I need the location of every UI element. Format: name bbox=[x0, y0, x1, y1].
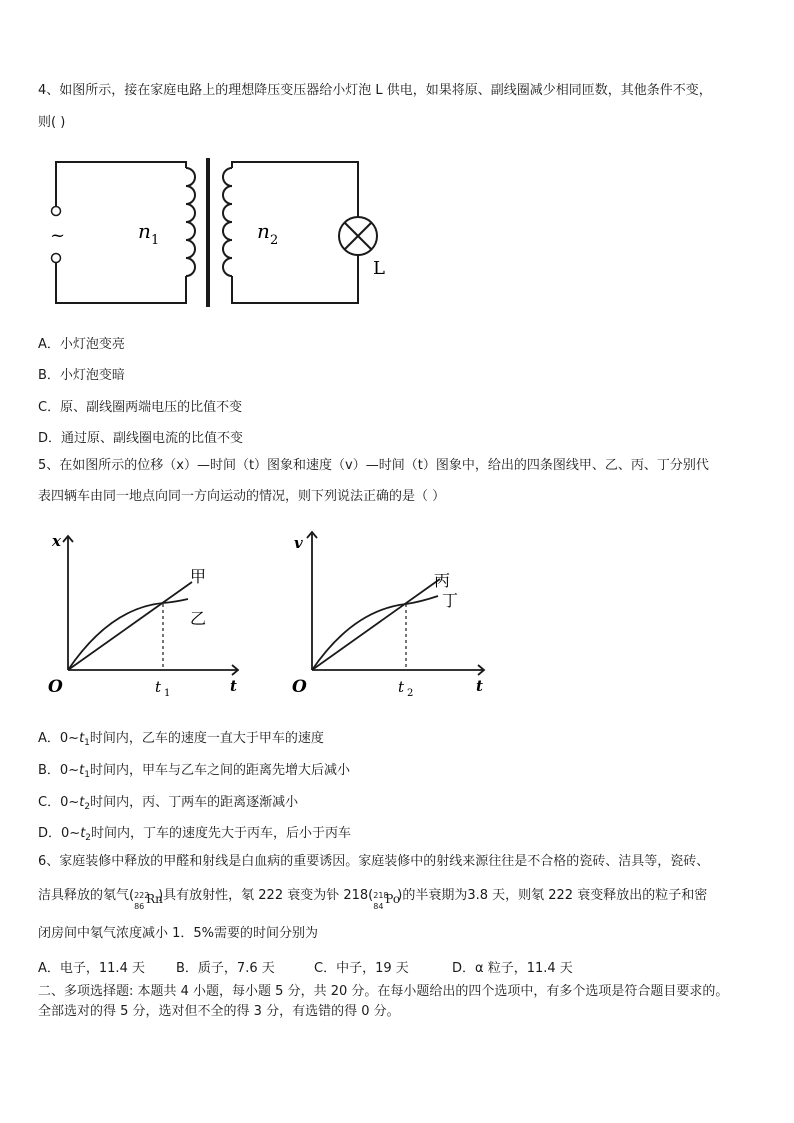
curve-ding-line bbox=[312, 596, 438, 670]
curve-yi-line bbox=[68, 599, 188, 670]
q4-option-b: B．小灯泡变暗 bbox=[38, 368, 125, 383]
q5-option-c: C．$0\sim t_2$时间内，丙、丁两车的距离逐渐减小 bbox=[38, 795, 299, 812]
q4-stem-line1: 4、如图所示，接在家庭电路上的理想降压变压器给小灯泡 L 供电，如果将原、副线圈减少相同匝数，其他条件不变， bbox=[38, 83, 712, 98]
vt-x-axis-label: t bbox=[476, 677, 483, 695]
q6-option-c: C．中子，19 天 bbox=[314, 961, 409, 976]
q6-option-a: A．电子，11.4 天 bbox=[38, 961, 145, 976]
t1-tick-sub: 1 bbox=[164, 688, 171, 699]
q4-option-d: D．通过原、副线圈电流的比值不变 bbox=[38, 431, 244, 446]
primary-bottom-wire bbox=[56, 258, 186, 303]
xt-origin-label: O bbox=[48, 677, 63, 697]
t2-tick-sub: 2 bbox=[407, 688, 414, 699]
radon-isotope: 222 86 Rn bbox=[134, 890, 163, 911]
n1-label-symbol: n bbox=[138, 219, 151, 243]
q6-stem-line3: 闭房间中氡气浓度减小 1．5%需要的时间分别为 bbox=[38, 926, 319, 941]
q5-option-a: A．$0\sim t_1$时间内，乙车的速度一直大于甲车的速度 bbox=[38, 731, 324, 748]
q6-option-b: B．质子，7.6 天 bbox=[176, 961, 275, 976]
curve-bing-label: 丙 bbox=[434, 571, 451, 590]
t1-tick-symbol: t bbox=[155, 678, 162, 696]
secondary-coil bbox=[223, 168, 232, 276]
n2-label-sub: 2 bbox=[270, 233, 279, 248]
q5-option-b: B．$0\sim t_1$时间内，甲车与乙车之间的距离先增大后减小 bbox=[38, 763, 350, 780]
curve-bing-line bbox=[312, 579, 440, 670]
xt-y-axis-label: x bbox=[52, 532, 61, 550]
q6-stem-line1: 6、家庭装修中释放的甲醛和射线是白血病的重要诱因。家庭装修中的射线来源往往是不合格的瓷砖、洁具等，瓷砖、 bbox=[38, 854, 710, 869]
section2-heading-line1: 二、多项选择题: 本题共 4 小题，每小题 5 分，共 20 分。在每小题给出的四个选项中，有多个选项是符合题目要求的。 bbox=[38, 984, 729, 999]
xt-graph-figure bbox=[40, 520, 260, 705]
primary-coil bbox=[186, 168, 195, 276]
n1-label-sub: 1 bbox=[151, 233, 160, 248]
vt-y-axis-label: v bbox=[294, 534, 303, 552]
xt-x-axis-label: t bbox=[230, 677, 237, 695]
q5-stem-line1: 5、在如图所示的位移（x）—时间（t）图象和速度（v）—时间（t）图象中，给出的四条图线甲、乙、丙、丁分别代 bbox=[38, 458, 709, 473]
t2-tick-symbol: t bbox=[398, 678, 405, 696]
ac-source-symbol: ~ bbox=[50, 225, 66, 246]
curve-ding-label: 丁 bbox=[442, 591, 459, 610]
polonium-isotope: 218 84 Po bbox=[373, 890, 401, 911]
primary-top-wire bbox=[56, 162, 186, 206]
n2-label-symbol: n bbox=[257, 219, 270, 243]
q4-stem-line2: 则( ) bbox=[38, 115, 66, 130]
secondary-bottom-wire bbox=[232, 255, 358, 303]
q5-stem-line2: 表四辆车由同一地点向同一方向运动的情况，则下列说法正确的是（ ） bbox=[38, 489, 446, 504]
curve-jia-line bbox=[68, 582, 192, 670]
q4-option-c: C．原、副线圈两端电压的比值不变 bbox=[38, 400, 243, 415]
q5-option-d: D．$0\sim t_2$时间内，丁车的速度先大于丙车，后小于丙车 bbox=[38, 826, 352, 843]
curve-jia-label: 甲 bbox=[190, 567, 207, 586]
q4-option-a: A．小灯泡变亮 bbox=[38, 337, 125, 352]
q6-option-d: D．α 粒子，11.4 天 bbox=[452, 961, 573, 976]
terminal-bottom bbox=[52, 254, 61, 263]
vt-origin-label: O bbox=[292, 677, 307, 697]
q6-stem-line2: 洁具释放的氡气( 222 86 Rn )具有放射性，氡 222 衰变为钋 218( 218 84 Po )的半衰期为3.8 天，则氡 222 衰变释放出的粒子和密 bbox=[38, 888, 708, 911]
transformer-circuit-figure bbox=[40, 150, 400, 315]
secondary-top-wire bbox=[232, 162, 358, 217]
terminal-top bbox=[52, 207, 61, 216]
section2-heading-line2: 全部选对的得 5 分，选对但不全的得 3 分，有选错的得 0 分。 bbox=[38, 1004, 400, 1019]
vt-graph-figure bbox=[288, 520, 498, 705]
curve-yi-label: 乙 bbox=[190, 609, 207, 628]
lamp-label: L bbox=[373, 258, 385, 279]
